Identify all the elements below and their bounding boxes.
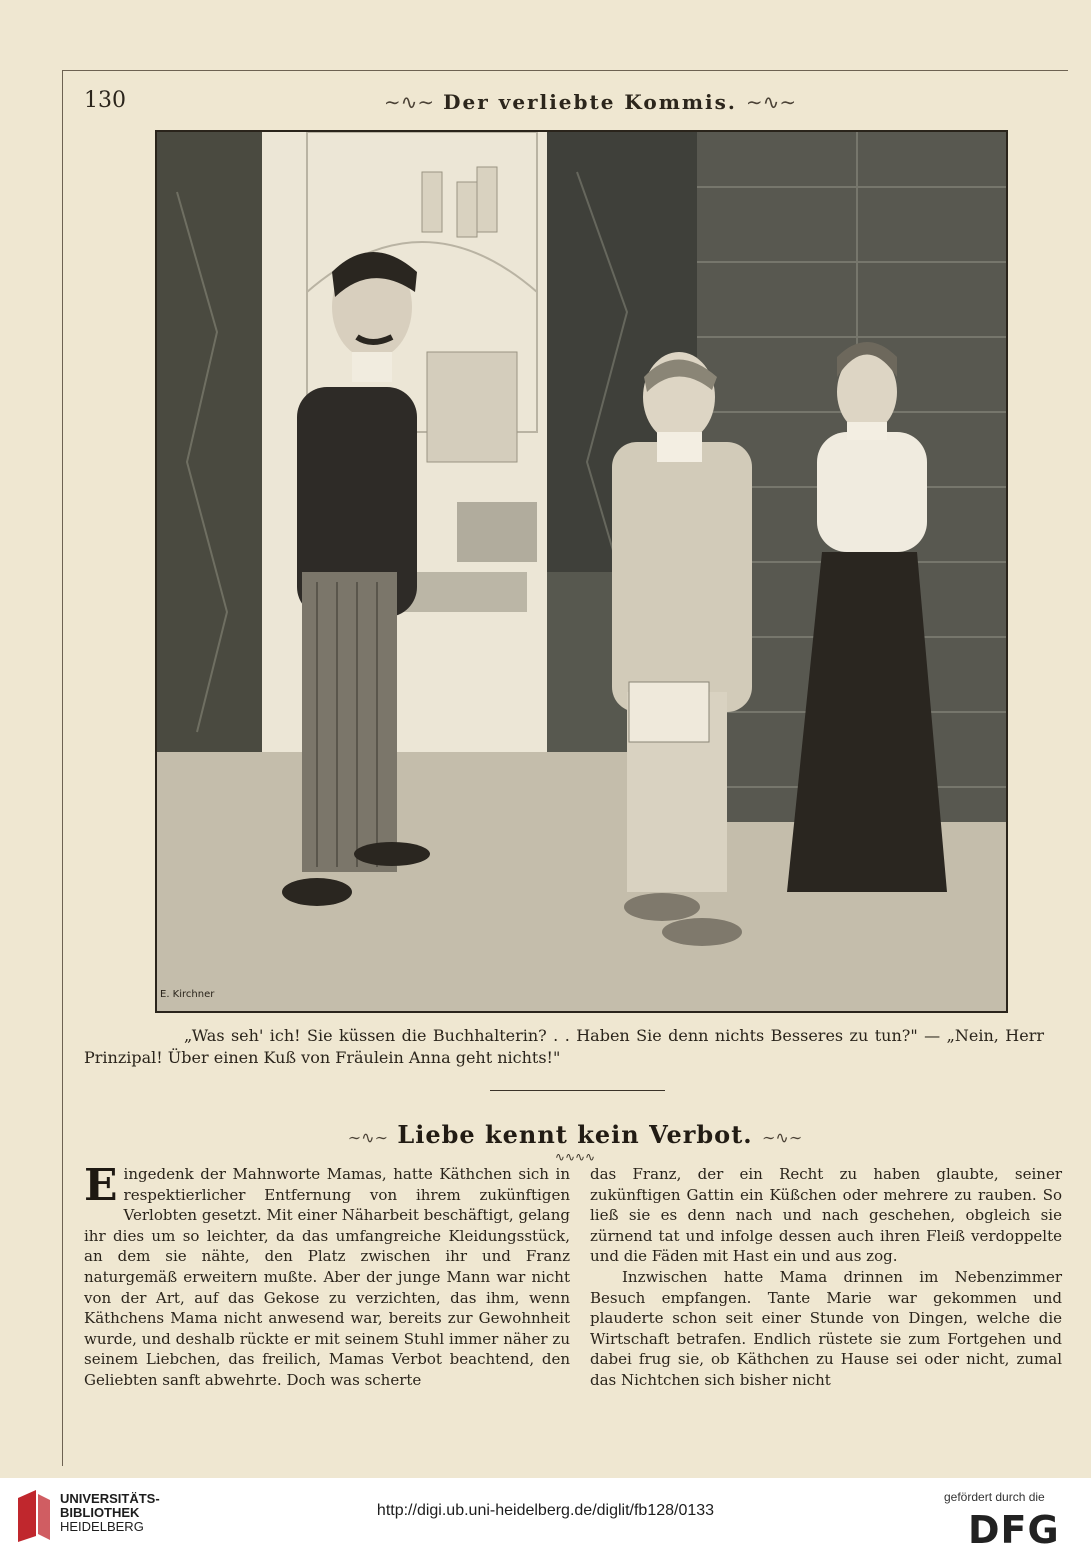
article-title [340, 1120, 810, 1149]
library-name-line: UNIVERSITÄTS- [60, 1491, 160, 1506]
permalink-url[interactable]: http://digi.ub.uni-heidelberg.de/diglit/fb128/0133 [376, 1502, 715, 1519]
ornament-icon: ∿∿∿∿ [554, 1150, 596, 1164]
flourish-right-icon: ∼∿∼ [762, 1128, 803, 1147]
artist-signature: E. Kirchner [160, 989, 215, 1000]
paragraph: Inzwischen hatte Mama drinnen im Nebenzimmer Besuch empfangen. Tante Marie war gekommen und plauderte schon seit einer Stunde von Dingen, welche die Wirtschaft betrafen. Endlich rüstete sie zum Fortgehen und dabei frug sie, ob Käthchen zu Hause sei oder nicht, zumal das Nichtchen sich bisher nicht [590, 1267, 1062, 1389]
funding-label: gefördert durch die [944, 1490, 1045, 1504]
paragraph [84, 1160, 570, 1391]
flourish-left-icon: ∼∿∼ [383, 90, 435, 114]
flourish-right-icon: ∼∿∼ [745, 90, 797, 114]
illustration-drawing [157, 132, 1006, 1011]
cartoon-illustration [155, 130, 1008, 1013]
viewer-footer [0, 1478, 1091, 1558]
flourish-left-icon: ∼∿∼ [347, 1128, 388, 1147]
library-name-line: BIBLIOTHEK [60, 1505, 140, 1520]
library-name-line: HEIDELBERG [60, 1519, 144, 1534]
page-number: 130 [84, 88, 126, 113]
article-title-text: Liebe kennt kein Verbot. [397, 1120, 753, 1149]
running-title [380, 90, 800, 114]
paragraph: das Franz, der ein Recht zu haben glaubte, seiner zukünftigen Gattin ein Küßchen oder mehrere zu rauben. So ließ sie es denn nach und nach geschehen, obgleich sie zürnend tat und infolge dessen auch ihren Fleiß verdoppelte und die Fäden mit Hast ein und aus zog. [590, 1165, 1062, 1266]
dfg-logo: DFG [968, 1508, 1060, 1552]
illustration-caption: „Was seh' ich! Sie küssen die Buchhalterin? . . Haben Sie denn nichts Besseres zu tun?" — „Nein, Herr Prinzipal! Über einen Kuß von Fräulein Anna geht nichts!" [84, 1026, 1044, 1067]
article-column-right [590, 1164, 1062, 1391]
drop-cap: E [84, 1160, 118, 1211]
article-column-left [84, 1160, 570, 1391]
paragraph-text: ingedenk der Mahnworte Mamas, hatte Käthchen sich in respektierlicher Entfernung von ihrem zukünftigen Verlobten gesetzt. Mit einer Näharbeit beschäftigt, gelang ihr dies um so leichter, da das umfangreiche Kleidungsstück, an dem sie nähte, den Platz zwischen ihr und Franz naturgemäß erweitern mußte. Aber der junge Mann war nicht von der Art, auf das Gekose zu verzichten, das ihm, wenn Käthchens Mama nicht anwesend war, bereits zur Gewohnheit wurde, und deshalb rückte er mit seinem Stuhl immer näher zu seinem Liebchen, das freilich, Mamas Verbot beachtend, den Geliebten sanft abwehrte. Doch was scherte [84, 1165, 570, 1389]
running-title-text: Der verliebte Kommis. [443, 90, 737, 114]
divider-rule [490, 1090, 665, 1091]
